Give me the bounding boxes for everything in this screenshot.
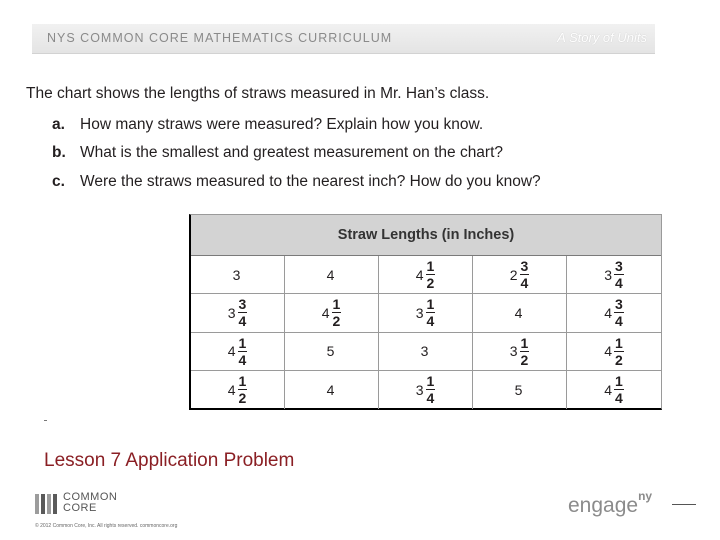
- length-value: [416, 258, 436, 291]
- curriculum-header-banner: [32, 24, 655, 54]
- length-value: [327, 382, 337, 398]
- whole-number: 4: [326, 266, 335, 283]
- question-label: b.: [52, 144, 66, 161]
- numerator: 1: [426, 258, 435, 275]
- length-value: [421, 343, 431, 359]
- table-cell: [567, 333, 661, 371]
- length-value: [510, 258, 530, 291]
- table-cell: [473, 256, 567, 294]
- table-cell: [473, 333, 567, 371]
- question-text: What is the smallest and greatest measurement on the chart?: [80, 144, 504, 161]
- length-value: [604, 373, 624, 406]
- denominator: 4: [615, 390, 623, 407]
- fraction: [426, 373, 436, 406]
- length-value: [515, 305, 525, 321]
- fraction: [238, 335, 248, 368]
- length-value: [327, 267, 337, 283]
- denominator: 4: [520, 275, 529, 292]
- table-cell: [379, 333, 473, 371]
- length-value: [228, 373, 248, 406]
- numerator: 1: [615, 373, 623, 390]
- question-text: How many straws were measured? Explain how you know.: [80, 116, 484, 133]
- table-cell: [567, 371, 661, 409]
- fraction: [614, 335, 624, 368]
- length-value: [515, 382, 525, 398]
- fraction: [426, 296, 436, 329]
- copyright-notice: © 2012 Common Core, Inc. All rights reserved. commoncore.org: [35, 523, 178, 529]
- numerator: 1: [615, 334, 623, 351]
- denominator: 4: [615, 275, 623, 292]
- table-cell: [285, 371, 379, 409]
- denominator: 4: [615, 313, 623, 330]
- problem-intro: The chart shows the lengths of straws measured in Mr. Han’s class.: [26, 85, 490, 102]
- length-value: [416, 296, 436, 329]
- fraction: [614, 258, 624, 291]
- table-cell: [191, 294, 285, 332]
- denominator: 2: [426, 275, 435, 292]
- whole-number: 4: [321, 304, 330, 321]
- denominator: 4: [238, 351, 247, 368]
- whole-number: 4: [604, 304, 612, 321]
- whole-number: 4: [604, 343, 612, 360]
- fraction: [332, 296, 342, 329]
- denominator: 2: [238, 390, 247, 407]
- fraction: [520, 335, 530, 368]
- numerator: 1: [238, 373, 247, 390]
- table-cell: [191, 333, 285, 371]
- table-grid: [191, 256, 661, 409]
- wordmark-line: CORE: [63, 502, 97, 514]
- brand-suffix: ny: [638, 489, 653, 503]
- length-value: [604, 258, 624, 291]
- table-cell: [379, 371, 473, 409]
- denominator: 2: [332, 313, 341, 330]
- table-cell: [567, 294, 661, 332]
- length-value: [327, 343, 337, 359]
- straw-lengths-table: [189, 214, 662, 410]
- whole-number: 3: [227, 304, 236, 321]
- whole-number: 3: [232, 266, 241, 283]
- table-cell: [473, 371, 567, 409]
- length-value: [322, 296, 342, 329]
- length-value: [228, 296, 248, 329]
- table-cell: [379, 256, 473, 294]
- denominator: 4: [426, 313, 435, 330]
- common-core-logo-icon: [35, 494, 59, 514]
- fraction: [520, 258, 530, 291]
- whole-number: 4: [415, 266, 424, 283]
- fraction: [614, 373, 624, 406]
- table-cell: [379, 294, 473, 332]
- numerator: 3: [615, 296, 623, 313]
- whole-number: 3: [420, 343, 429, 360]
- question-b: [52, 144, 503, 162]
- fraction: [426, 258, 436, 291]
- numerator: 3: [520, 258, 529, 275]
- whole-number: 3: [415, 304, 424, 321]
- divider-mark: [44, 420, 47, 421]
- denominator: 4: [426, 390, 435, 407]
- fraction: [238, 296, 248, 329]
- table-cell: [191, 256, 285, 294]
- numerator: 1: [238, 334, 247, 351]
- table-cell: [285, 333, 379, 371]
- table-cell: [473, 294, 567, 332]
- denominator: 2: [520, 351, 529, 368]
- length-value: [416, 373, 436, 406]
- whole-number: 4: [326, 381, 335, 398]
- length-value: [604, 296, 624, 329]
- numerator: 1: [520, 334, 529, 351]
- lesson-title: Lesson 7 Application Problem: [44, 450, 295, 471]
- footer-rule: [672, 504, 696, 505]
- whole-number: 5: [326, 343, 335, 360]
- brand-name: engage: [568, 494, 639, 517]
- engageny-logo: [568, 489, 653, 518]
- numerator: 3: [615, 258, 623, 275]
- table-cell: [285, 256, 379, 294]
- length-value: [604, 335, 624, 368]
- whole-number: 3: [604, 266, 612, 283]
- whole-number: 3: [415, 381, 424, 398]
- denominator: 2: [615, 351, 623, 368]
- fraction: [238, 373, 248, 406]
- table-cell: [191, 371, 285, 409]
- curriculum-title: NYS COMMON CORE MATHEMATICS CURRICULUM: [47, 31, 393, 45]
- length-value: [233, 267, 243, 283]
- fraction: [614, 296, 624, 329]
- whole-number: 4: [227, 343, 236, 360]
- question-a: [52, 116, 483, 134]
- whole-number: 4: [604, 381, 612, 398]
- whole-number: 2: [509, 266, 518, 283]
- table-title: Straw Lengths (in Inches): [191, 215, 661, 256]
- numerator: 3: [238, 296, 247, 313]
- series-title: A Story of Units: [557, 30, 647, 45]
- whole-number: 5: [514, 381, 523, 398]
- common-core-wordmark: [63, 492, 117, 514]
- whole-number: 3: [509, 343, 518, 360]
- numerator: 1: [426, 296, 435, 313]
- question-text: Were the straws measured to the nearest inch? How do you know?: [80, 173, 541, 190]
- question-label: c.: [52, 173, 65, 190]
- length-value: [228, 335, 248, 368]
- whole-number: 4: [514, 304, 523, 321]
- table-cell: [285, 294, 379, 332]
- numerator: 1: [426, 373, 435, 390]
- numerator: 1: [332, 296, 341, 313]
- table-cell: [567, 256, 661, 294]
- question-c: [52, 173, 541, 191]
- denominator: 4: [238, 313, 247, 330]
- question-label: a.: [52, 116, 65, 133]
- length-value: [510, 335, 530, 368]
- wordmark-line: COMMON: [63, 491, 118, 503]
- whole-number: 4: [227, 381, 236, 398]
